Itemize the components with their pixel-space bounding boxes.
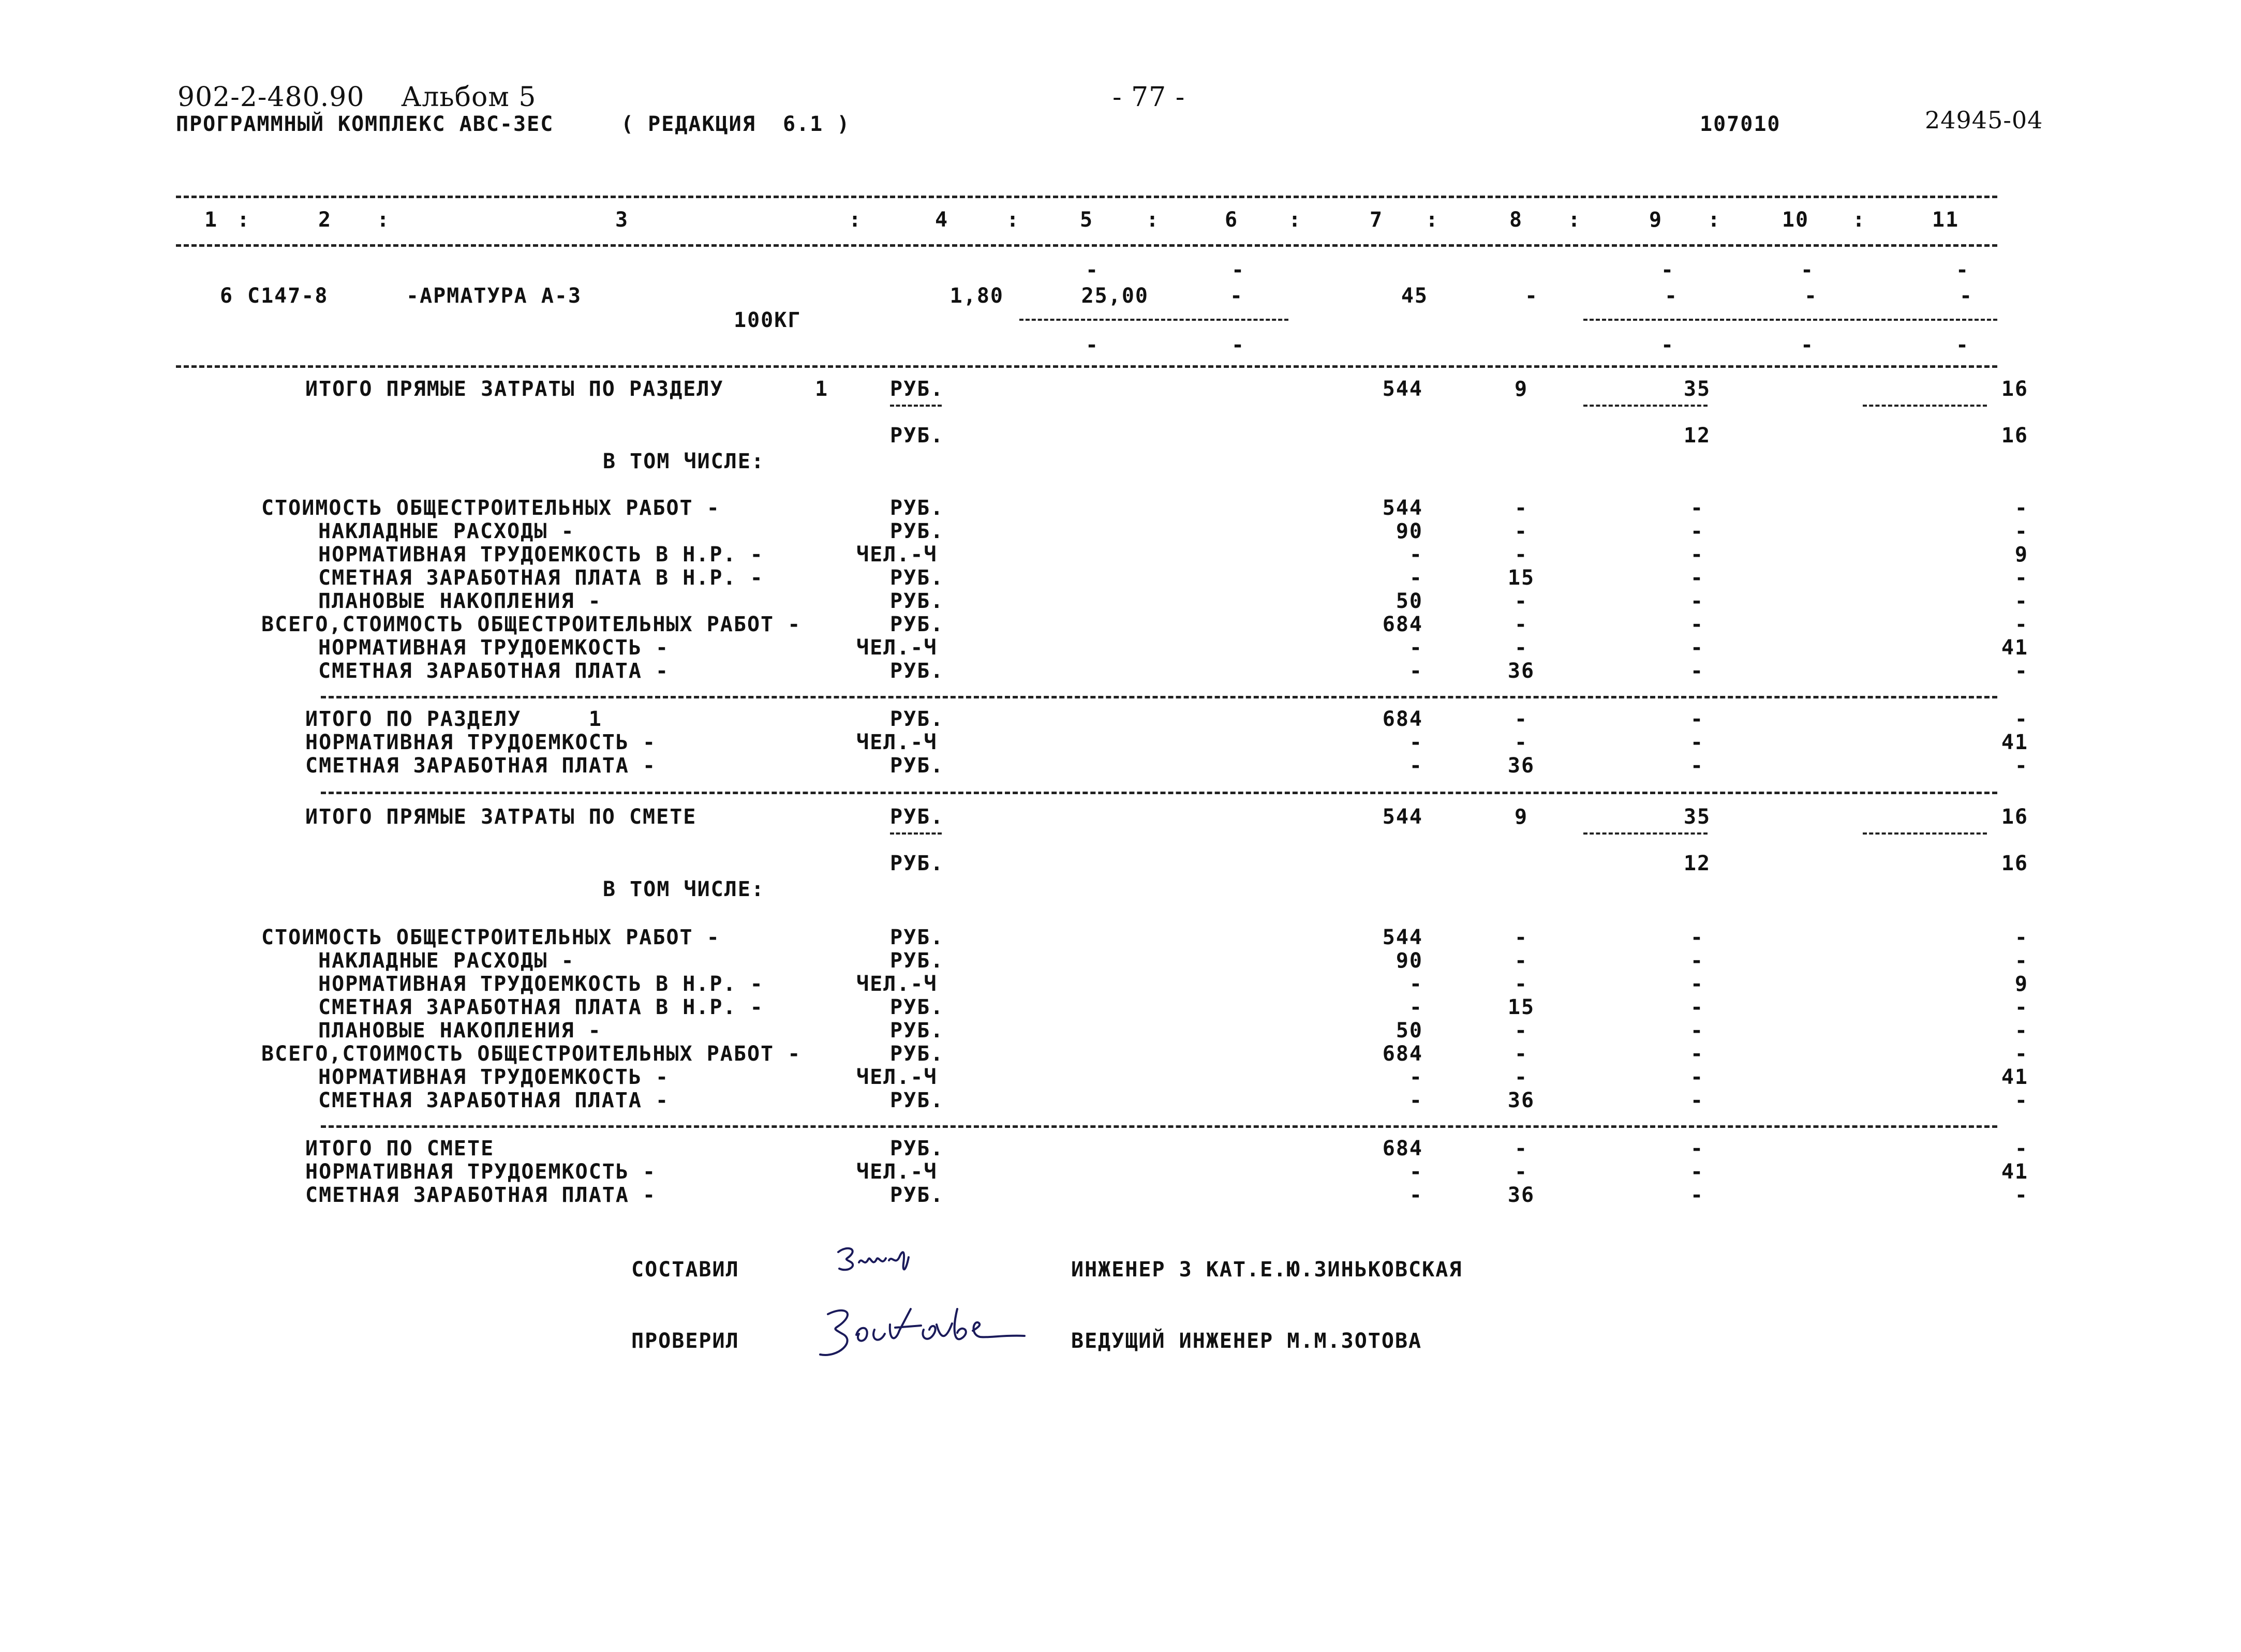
item-col9: - xyxy=(1664,284,1679,308)
total-col8: 9 xyxy=(1514,377,1528,401)
breakdown-unit: РУБ. xyxy=(890,949,944,973)
cell-col8: - xyxy=(1514,519,1528,543)
column-separator: : xyxy=(1426,208,1439,232)
cell-col7: 544 xyxy=(1382,496,1423,520)
cell-col9: - xyxy=(1690,636,1704,660)
item-quantity: 1,80 xyxy=(949,284,1004,308)
column-number: 9 xyxy=(1649,208,1663,232)
cell-col7: 684 xyxy=(1382,613,1423,636)
total-unit: РУБ. xyxy=(890,805,944,829)
cell-col7: - xyxy=(1409,754,1423,778)
cell-col11: 9 xyxy=(2014,543,2028,567)
item-name: -АРМАТУРА А-3 xyxy=(406,284,582,308)
empty-cell-mark: - xyxy=(1231,258,1245,282)
cell-col7: - xyxy=(1409,566,1423,590)
summary-label: СМЕТНАЯ ЗАРАБОТНАЯ ПЛАТА - xyxy=(305,754,657,778)
section-rule xyxy=(321,1125,1997,1128)
breakdown-unit: ЧЕЛ.-Ч xyxy=(856,636,938,660)
checked-label: ПРОВЕРИЛ xyxy=(631,1329,739,1353)
column-number: 8 xyxy=(1509,208,1523,232)
empty-cell-mark: - xyxy=(1231,333,1245,357)
empty-cell-mark: - xyxy=(1801,333,1815,357)
breakdown-label: ПЛАНОВЫЕ НАКОПЛЕНИЯ - xyxy=(318,1019,602,1043)
cell-col9: - xyxy=(1690,496,1704,520)
cell-col8: - xyxy=(1514,496,1528,520)
cell-col9: - xyxy=(1690,754,1704,778)
summary-label: НОРМАТИВНАЯ ТРУДОЕМКОСТЬ - xyxy=(305,731,657,754)
breakdown-label: НАКЛАДНЫЕ РАСХОДЫ - xyxy=(318,949,575,973)
item-subrule-9-11 xyxy=(1583,319,1997,321)
cell-col7: - xyxy=(1409,1065,1423,1089)
column-number: 1 xyxy=(204,208,218,232)
summary-unit: РУБ. xyxy=(890,707,944,731)
cell-col11: 41 xyxy=(2001,636,2028,660)
col9-subrule xyxy=(1583,832,1708,835)
cell-col11: - xyxy=(2014,754,2028,778)
cell-col7: - xyxy=(1409,1160,1423,1184)
including-label: В ТОМ ЧИСЛЕ: xyxy=(603,877,765,901)
cell-col9: - xyxy=(1690,519,1704,543)
empty-cell-mark: - xyxy=(1801,258,1815,282)
cell-col9: - xyxy=(1690,1019,1704,1043)
cell-col7: - xyxy=(1409,995,1423,1019)
column-separator: : xyxy=(849,208,863,232)
cell-col11: - xyxy=(2014,566,2028,590)
page-number: - 77 - xyxy=(1112,82,1185,113)
cell-col7: 50 xyxy=(1396,1019,1423,1043)
cell-col9: - xyxy=(1690,972,1704,996)
item-unit-price: 25,00 xyxy=(1081,284,1149,308)
item-col6: - xyxy=(1229,284,1244,308)
cell-col11: - xyxy=(2014,949,2028,973)
total-label: ИТОГО ПРЯМЫЕ ЗАТРАТЫ ПО СМЕТЕ xyxy=(305,805,697,829)
breakdown-label: СМЕТНАЯ ЗАРАБОТНАЯ ПЛАТА В Н.Р. - xyxy=(318,995,764,1019)
breakdown-label: ВСЕГО,СТОИМОСТЬ ОБЩЕСТРОИТЕЛЬНЫХ РАБОТ - xyxy=(261,613,802,636)
cell-col11: 9 xyxy=(2014,972,2028,996)
column-number: 7 xyxy=(1369,208,1384,232)
item-code: С147-8 xyxy=(247,284,329,308)
breakdown-label: СМЕТНАЯ ЗАРАБОТНАЯ ПЛАТА - xyxy=(318,1089,670,1112)
summary-unit: РУБ. xyxy=(890,1137,944,1160)
breakdown-label: НОРМАТИВНАЯ ТРУДОЕМКОСТЬ В Н.Р. - xyxy=(318,972,764,996)
cell-col7: 90 xyxy=(1396,949,1423,973)
cell-col9: - xyxy=(1690,613,1704,636)
item-bottom-rule xyxy=(176,365,1997,368)
breakdown-unit: РУБ. xyxy=(890,659,944,683)
cell-col11: - xyxy=(2014,707,2028,731)
cell-col9: - xyxy=(1690,1183,1704,1207)
breakdown-label: НАКЛАДНЫЕ РАСХОДЫ - xyxy=(318,519,575,543)
breakdown-label: СМЕТНАЯ ЗАРАБОТНАЯ ПЛАТА В Н.Р. - xyxy=(318,566,764,590)
item-subrule-5-6 xyxy=(1019,319,1288,321)
cell-col8: - xyxy=(1514,636,1528,660)
cell-col9: - xyxy=(1690,995,1704,1019)
cell-col9: - xyxy=(1690,543,1704,567)
cell-col7: 684 xyxy=(1382,707,1423,731)
empty-cell-mark: - xyxy=(1956,258,1970,282)
total-col7: 544 xyxy=(1382,805,1423,829)
total-section-number: 1 xyxy=(815,377,829,401)
cell-col9: - xyxy=(1690,589,1704,613)
column-number: 3 xyxy=(615,208,629,232)
cell-col11: - xyxy=(2014,1137,2028,1160)
cell-col8: 36 xyxy=(1507,754,1535,778)
column-separator: : xyxy=(1146,208,1160,232)
cell-col8: - xyxy=(1514,1042,1528,1066)
cell-col8: - xyxy=(1514,613,1528,636)
cell-col9: - xyxy=(1690,926,1704,949)
cell-col8: - xyxy=(1514,1160,1528,1184)
unit-subrule xyxy=(890,832,942,835)
breakdown-label: ВСЕГО,СТОИМОСТЬ ОБЩЕСТРОИТЕЛЬНЫХ РАБОТ - xyxy=(261,1042,802,1066)
total-col11-2: 16 xyxy=(2001,424,2028,448)
cell-col7: - xyxy=(1409,543,1423,567)
total-col11-2: 16 xyxy=(2001,852,2028,875)
cell-col7: 50 xyxy=(1396,589,1423,613)
column-separator: : xyxy=(1852,208,1866,232)
cell-col8: - xyxy=(1514,707,1528,731)
cell-col9: - xyxy=(1690,949,1704,973)
cell-col9: - xyxy=(1690,707,1704,731)
summary-unit: РУБ. xyxy=(890,754,944,778)
cell-col11: - xyxy=(2014,926,2028,949)
summary-label: НОРМАТИВНАЯ ТРУДОЕМКОСТЬ - xyxy=(305,1160,657,1184)
column-separator: : xyxy=(1288,208,1302,232)
col9-subrule xyxy=(1583,405,1708,407)
cell-col9: - xyxy=(1690,1089,1704,1112)
summary-label: ИТОГО ПО РАЗДЕЛУ 1 xyxy=(305,707,602,731)
cell-col7: - xyxy=(1409,636,1423,660)
empty-cell-mark: - xyxy=(1956,333,1970,357)
total-col9-2: 12 xyxy=(1683,852,1711,875)
breakdown-label: НОРМАТИВНАЯ ТРУДОЕМКОСТЬ - xyxy=(318,636,670,660)
breakdown-label: НОРМАТИВНАЯ ТРУДОЕМКОСТЬ - xyxy=(318,1065,670,1089)
cell-col8: - xyxy=(1514,1019,1528,1043)
breakdown-unit: РУБ. xyxy=(890,995,944,1019)
item-col11: - xyxy=(1959,284,1973,308)
reference-number: 107010 xyxy=(1700,112,1781,136)
cell-col9: - xyxy=(1690,1042,1704,1066)
cell-col8: - xyxy=(1514,731,1528,754)
cell-col11: - xyxy=(2014,1183,2028,1207)
total-col9-2: 12 xyxy=(1683,424,1711,448)
column-separator: : xyxy=(237,208,251,232)
cell-col8: - xyxy=(1514,543,1528,567)
cell-col7: - xyxy=(1409,731,1423,754)
album-label: Альбом 5 xyxy=(401,82,537,113)
column-separator: : xyxy=(1708,208,1721,232)
total-col9: 35 xyxy=(1683,805,1711,829)
cell-col8: - xyxy=(1514,949,1528,973)
cell-col7: 544 xyxy=(1382,926,1423,949)
breakdown-label: НОРМАТИВНАЯ ТРУДОЕМКОСТЬ В Н.Р. - xyxy=(318,543,764,567)
breakdown-label: СТОИМОСТЬ ОБЩЕСТРОИТЕЛЬНЫХ РАБОТ - xyxy=(261,926,720,949)
total-col8: 9 xyxy=(1514,805,1528,829)
unit-subrule xyxy=(890,405,942,407)
column-separator: : xyxy=(1006,208,1020,232)
cell-col7: - xyxy=(1409,972,1423,996)
cell-col11: - xyxy=(2014,659,2028,683)
column-number: 2 xyxy=(318,208,332,232)
cell-col7: 684 xyxy=(1382,1042,1423,1066)
compiled-by: ИНЖЕНЕР 3 КАТ.Е.Ю.ЗИНЬКОВСКАЯ xyxy=(1071,1258,1463,1282)
breakdown-unit: РУБ. xyxy=(890,566,944,590)
cell-col11: - xyxy=(2014,995,2028,1019)
summary-unit: РУБ. xyxy=(890,1183,944,1207)
breakdown-unit: ЧЕЛ.-Ч xyxy=(856,972,938,996)
cell-col11: 41 xyxy=(2001,731,2028,754)
column-number: 11 xyxy=(1932,208,1960,232)
breakdown-unit: ЧЕЛ.-Ч xyxy=(856,1065,938,1089)
cell-col8: - xyxy=(1514,1137,1528,1160)
total-unit: РУБ. xyxy=(890,377,944,401)
cell-col9: - xyxy=(1690,566,1704,590)
summary-unit: ЧЕЛ.-Ч xyxy=(856,731,938,754)
empty-cell-mark: - xyxy=(1661,258,1675,282)
cell-col7: - xyxy=(1409,1089,1423,1112)
total-col11: 16 xyxy=(2001,805,2028,829)
col11-subrule xyxy=(1863,405,1987,407)
section-rule xyxy=(321,696,1997,698)
checker-signature-icon xyxy=(807,1293,1035,1371)
breakdown-unit: РУБ. xyxy=(890,1089,944,1112)
cell-col11: - xyxy=(2014,519,2028,543)
table-top-rule xyxy=(176,196,1997,198)
total-col9: 35 xyxy=(1683,377,1711,401)
breakdown-unit: РУБ. xyxy=(890,1019,944,1043)
cell-col7: 684 xyxy=(1382,1137,1423,1160)
total-unit-2: РУБ. xyxy=(890,852,944,875)
breakdown-unit: РУБ. xyxy=(890,589,944,613)
breakdown-label: СТОИМОСТЬ ОБЩЕСТРОИТЕЛЬНЫХ РАБОТ - xyxy=(261,496,720,520)
cell-col11: 41 xyxy=(2001,1160,2028,1184)
cell-col11: - xyxy=(2014,1089,2028,1112)
total-col11: 16 xyxy=(2001,377,2028,401)
column-separator: : xyxy=(1568,208,1582,232)
cell-col7: - xyxy=(1409,659,1423,683)
cell-col11: - xyxy=(2014,589,2028,613)
empty-cell-mark: - xyxy=(1086,333,1100,357)
column-number: 4 xyxy=(934,208,949,232)
col11-subrule xyxy=(1863,832,1987,835)
breakdown-unit: РУБ. xyxy=(890,519,944,543)
cell-col9: - xyxy=(1690,1160,1704,1184)
cell-col8: - xyxy=(1514,589,1528,613)
total-col7: 544 xyxy=(1382,377,1423,401)
cell-col11: - xyxy=(2014,1042,2028,1066)
archive-number: 24945-04 xyxy=(1925,106,2043,134)
cell-col8: 36 xyxy=(1507,659,1535,683)
cell-col11: - xyxy=(2014,613,2028,636)
breakdown-unit: РУБ. xyxy=(890,496,944,520)
breakdown-unit: РУБ. xyxy=(890,926,944,949)
breakdown-label: СМЕТНАЯ ЗАРАБОТНАЯ ПЛАТА - xyxy=(318,659,670,683)
checked-by: ВЕДУЩИЙ ИНЖЕНЕР М.М.ЗОТОВА xyxy=(1071,1329,1422,1353)
cell-col8: - xyxy=(1514,926,1528,949)
item-number: 6 xyxy=(220,284,234,308)
compiled-label: СОСТАВИЛ xyxy=(631,1258,739,1282)
cell-col8: - xyxy=(1514,1065,1528,1089)
total-label: ИТОГО ПРЯМЫЕ ЗАТРАТЫ ПО РАЗДЕЛУ xyxy=(305,377,724,401)
cell-col9: - xyxy=(1690,1065,1704,1089)
edition-label: ( РЕДАКЦИЯ 6.1 ) xyxy=(621,112,851,136)
cell-col7: 90 xyxy=(1396,519,1423,543)
cell-col8: 15 xyxy=(1507,566,1535,590)
section-rule xyxy=(321,792,1997,794)
column-number: 10 xyxy=(1782,208,1809,232)
item-col10: - xyxy=(1804,284,1818,308)
including-label: В ТОМ ЧИСЛЕ: xyxy=(603,450,765,473)
summary-label: ИТОГО ПО СМЕТЕ xyxy=(305,1137,495,1160)
cell-col7: - xyxy=(1409,1183,1423,1207)
document-code: 902-2-480.90 xyxy=(177,82,365,113)
program-title: ПРОГРАММНЫЙ КОМПЛЕКС АВС-3ЕС xyxy=(176,112,554,136)
column-number: 6 xyxy=(1224,208,1239,232)
cell-col11: 41 xyxy=(2001,1065,2028,1089)
cell-col11: - xyxy=(2014,496,2028,520)
cell-col8: - xyxy=(1514,972,1528,996)
item-total: 45 xyxy=(1401,284,1428,308)
cell-col8: 15 xyxy=(1507,995,1535,1019)
cell-col9: - xyxy=(1690,1137,1704,1160)
cell-col9: - xyxy=(1690,731,1704,754)
empty-cell-mark: - xyxy=(1086,258,1100,282)
cell-col8: 36 xyxy=(1507,1183,1535,1207)
item-col8: - xyxy=(1524,284,1539,308)
cell-col11: - xyxy=(2014,1019,2028,1043)
column-separator: : xyxy=(377,208,391,232)
compiler-signature-icon xyxy=(828,1237,931,1283)
cell-col8: 36 xyxy=(1507,1089,1535,1112)
summary-unit: ЧЕЛ.-Ч xyxy=(856,1160,938,1184)
summary-label: СМЕТНАЯ ЗАРАБОТНАЯ ПЛАТА - xyxy=(305,1183,657,1207)
column-number: 5 xyxy=(1079,208,1094,232)
breakdown-label: ПЛАНОВЫЕ НАКОПЛЕНИЯ - xyxy=(318,589,602,613)
empty-cell-mark: - xyxy=(1661,333,1675,357)
cell-col9: - xyxy=(1690,659,1704,683)
breakdown-unit: РУБ. xyxy=(890,1042,944,1066)
item-unit: 100КГ xyxy=(734,308,802,332)
breakdown-unit: ЧЕЛ.-Ч xyxy=(856,543,938,567)
total-unit-2: РУБ. xyxy=(890,424,944,448)
breakdown-unit: РУБ. xyxy=(890,613,944,636)
column-header-rule xyxy=(176,244,1997,247)
